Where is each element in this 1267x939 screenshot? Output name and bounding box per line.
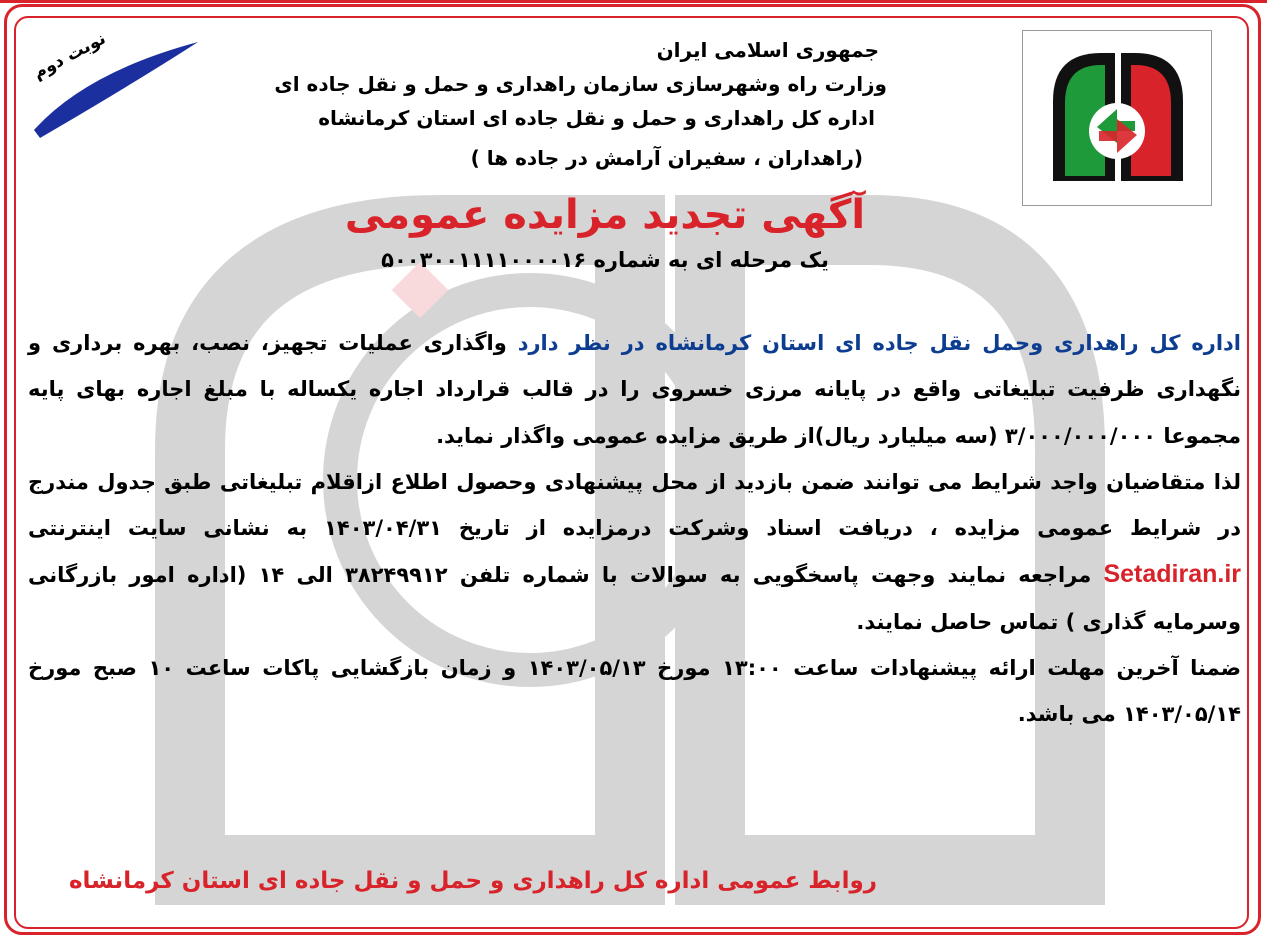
- website-link[interactable]: Setadiran.ir: [1103, 560, 1242, 589]
- organization-logo: [1022, 30, 1212, 206]
- paragraph-2: [28, 459, 1241, 645]
- header-department: اداره کل راهداری و حمل و نقل جاده ای استان کرمانشاه: [318, 106, 875, 130]
- paragraph-1-highlight: اداره کل راهداری وحمل نقل جاده ای استان کرمانشاه در نظر دارد: [517, 331, 1241, 355]
- top-rule: [0, 0, 1267, 3]
- paragraph-2-text-end: مراجعه نمایند وجهت پاسخگویی به سوالات با شماره تلفن ۳۸۲۴۹۹۱۲ الی ۱۴ (اداره امور بازرگانی وسرمایه گذاری ) تماس حاصل نمایند.: [28, 563, 1241, 634]
- notice-body: [28, 320, 1241, 738]
- footer-signature: روابط عمومی اداره کل راهداری و حمل و نقل جاده ای استان کرمانشاه: [68, 868, 877, 894]
- header-country: جمهوری اسلامی ایران: [656, 38, 879, 62]
- paragraph-1: [28, 320, 1241, 459]
- header-slogan: (راهداران ، سفیران آرامش در جاده ها ): [470, 146, 863, 170]
- notice-title: آگهی تجدید مزایده عمومی: [344, 192, 866, 238]
- notice-subtitle: یک مرحله ای به شماره ۵۰۰۳۰۰۱۱۱۱۰۰۰۰۱۶: [381, 248, 829, 272]
- paragraph-3: ضمنا آخرین مهلت ارائه پیشنهادات ساعت ۱۳:۰۰ مورخ ۱۴۰۳/۰۵/۱۳ و زمان بازگشایی پاکات ساعت ۱۰ صبح مورخ ۱۴۰۳/۰۵/۱۴ می باشد.: [28, 656, 1241, 727]
- paragraph-1-text: واگذاری عملیات تجهیز، نصب، بهره برداری و نگهداری ظرفیت تبلیغاتی واقع در پایانه مرزی خسروی را در قالب قرارداد اجاره یکساله با مبلغ اجاره بهای پایه مجموعا ۳/۰۰۰/۰۰۰/۰۰۰ (سه میلیارد ریال)از طریق مزایده عمومی واگذار نماید.: [28, 331, 1241, 448]
- ribbon-label: نوبت دوم: [29, 28, 110, 84]
- road-logo-icon: [1023, 31, 1211, 205]
- header-ministry: وزارت راه وشهرسازی سازمان راهداری و حمل و نقل جاده ای: [274, 72, 887, 96]
- paragraph-2-text-start: لذا متقاضیان واجد شرایط می توانند ضمن بازدید از محل پیشنهادی وحصول اطلاع ازاقلام تبلیغاتی طبق جدول مندرج در شرایط عمومی مزایده ، دریافت اسناد وشرکت درمزایده از تاریخ ۱۴۰۳/۰۴/۳۱ به نشانی سایت اینترنتی: [28, 469, 1241, 541]
- ribbon-banner-icon: [26, 22, 206, 142]
